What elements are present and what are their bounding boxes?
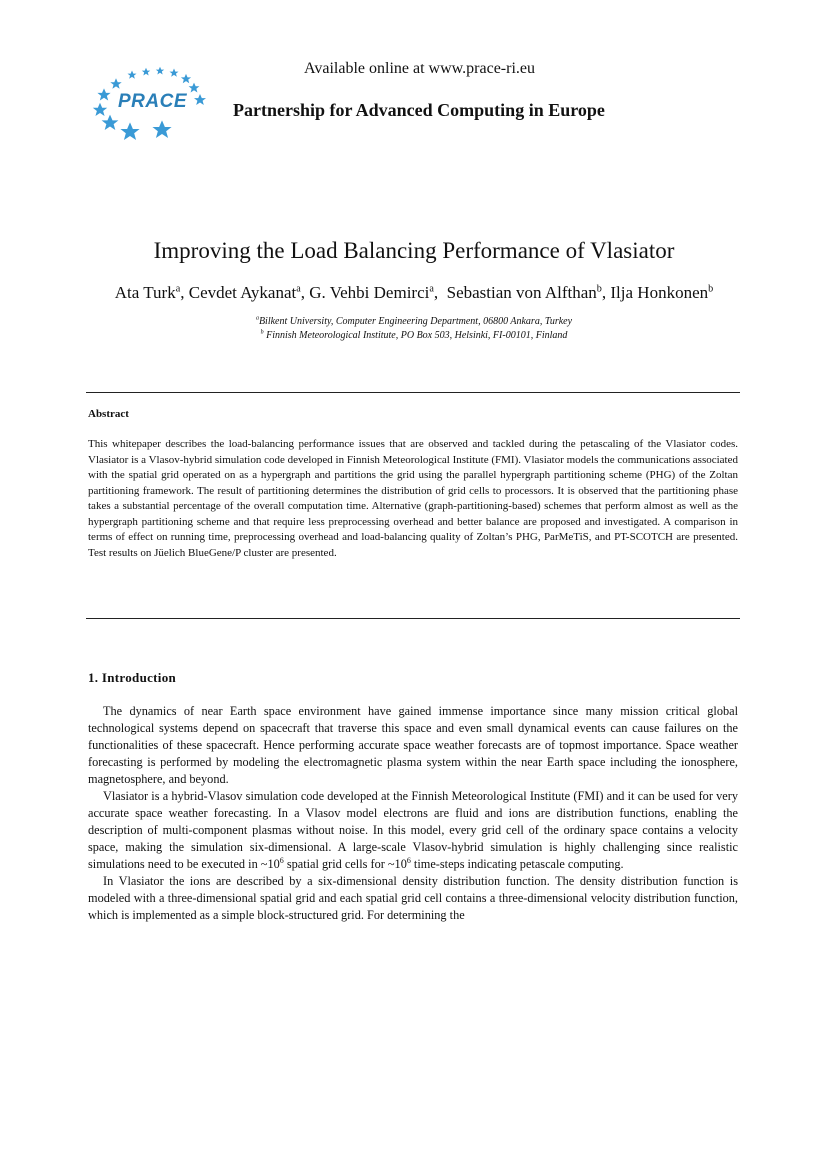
- partnership-heading: Partnership for Advanced Computing in Europe: [233, 100, 605, 120]
- abstract-top-rule: [86, 392, 740, 393]
- affiliation-text: Finnish Meteorological Institute, PO Box 503, Helsinki, FI-00101, Finland: [266, 330, 568, 341]
- abstract-bottom-rule: [86, 618, 740, 619]
- author-list: Ata Turk$^a$, Cevdet Aykanat$^a$, G. Vehbi Demirci$^a$, Sebastian von Alfthan$^b$, Ilja Honkonen$^b$: [114, 283, 714, 302]
- author-name: Ata Turk: [114, 283, 176, 302]
- paragraph-text: time-steps indicating petascale computing.: [410, 857, 624, 871]
- author-affiliation-mark: b: [708, 283, 714, 295]
- section-heading-introduction: 1. Introduction: [88, 670, 177, 685]
- paragraph-text: Vlasiator is a hybrid-Vlasov simulation code developed at the Finnish Meteorological Institute (FMI) and it can be used for very accurate space weather forecasting. In a Vlasov model electrons are fluid and ions are distribution functions, enabling the description of multi-component plasmas without noise. In this model, every grid cell of the ordinary space contains a velocity space, making the simulation six-dimensional. A large-scale Vlasov-hybrid simulation is highly challenging since realistic simulations need to be executed in ~10: [88, 789, 738, 871]
- author-affiliation-mark: a: [296, 283, 301, 295]
- affiliation-mark: a: [255, 315, 259, 322]
- author-affiliation-mark: a: [175, 283, 181, 295]
- abstract-body: This whitepaper describes the load-balancing performance issues that are observed and tackled during the petascaling of the Vlasiator codes. Vlasiator is a Vlasov-hybrid simulation code developed in Finnish Meteorological Institute (FMI). Vlasiator models the communications associated with the spatial grid operated on as a hypergraph and partitions the grid using the parallel hypergraph partitioning scheme (PHG) of the Zoltan partitioning framework. The result of partitioning determines the distribution of grid cells to processors. It is observed that the partitioning phase takes a substantial percentage of the overall computation time. Alternative (graph-partitioning-based) schemes that perform almost as well as the hypergraph partitioning scheme and that require less preprocessing overhead and better balance are proposed and investigated. A comparison in terms of effect on running time, preprocessing overhead and load-balancing quality of Zoltan’s PHG, ParMeTiS, and PT-SCOTCH are presented. Test results on Jüelich BlueGene/P cluster are presented.: [88, 438, 738, 559]
- paragraph: In Vlasiator the ions are described by a six-dimensional density distribution function. The density distribution function is modeled with a three-dimensional spatial grid and each spatial grid cell contains a three-dimensional velocity distribution function, which is implemented as a simple block-structured grid. For determining the: [88, 874, 738, 922]
- affiliation-mark: b: [260, 329, 264, 336]
- available-online-text: Available online at www.prace-ri.eu: [304, 60, 536, 77]
- author-name: Ilja Honkonen: [610, 283, 709, 302]
- paragraph: The dynamics of near Earth space environment have gained immense importance since many mission critical global technological systems depend on spacecraft that traverse this space and even small dynamical events can cause failures on the functionalities of these spacecraft. Hence performing accurate space weather forecasts are of topmost importance. Space weather forecasting is performed by modeling the electromagnetic plasma system within the near Earth space including the ionosphere, magnetosphere, and beyond.: [88, 704, 738, 786]
- author-affiliation-mark: a: [429, 283, 434, 295]
- author-affiliation-mark: b: [596, 283, 602, 295]
- author-name: G. Vehbi Demirci: [309, 283, 430, 302]
- paper-title: Improving the Load Balancing Performance of Vlasiator: [153, 238, 675, 263]
- introduction-body: [88, 703, 738, 924]
- abstract-heading: Abstract: [88, 408, 129, 420]
- author-name: Cevdet Aykanat: [188, 283, 297, 302]
- exponent: 6: [406, 855, 411, 865]
- author-name: Sebastian von Alfthan: [446, 283, 597, 302]
- affiliation-b: [0, 330, 828, 341]
- affiliation-a: [0, 316, 828, 327]
- paragraph: [88, 788, 738, 873]
- exponent: 6: [279, 855, 284, 865]
- affiliation-text: Bilkent University, Computer Engineering Department, 06800 Ankara, Turkey: [258, 316, 573, 327]
- paragraph-text: spatial grid cells for ~10: [283, 857, 407, 871]
- prace-logo-text: PRACE: [118, 91, 188, 112]
